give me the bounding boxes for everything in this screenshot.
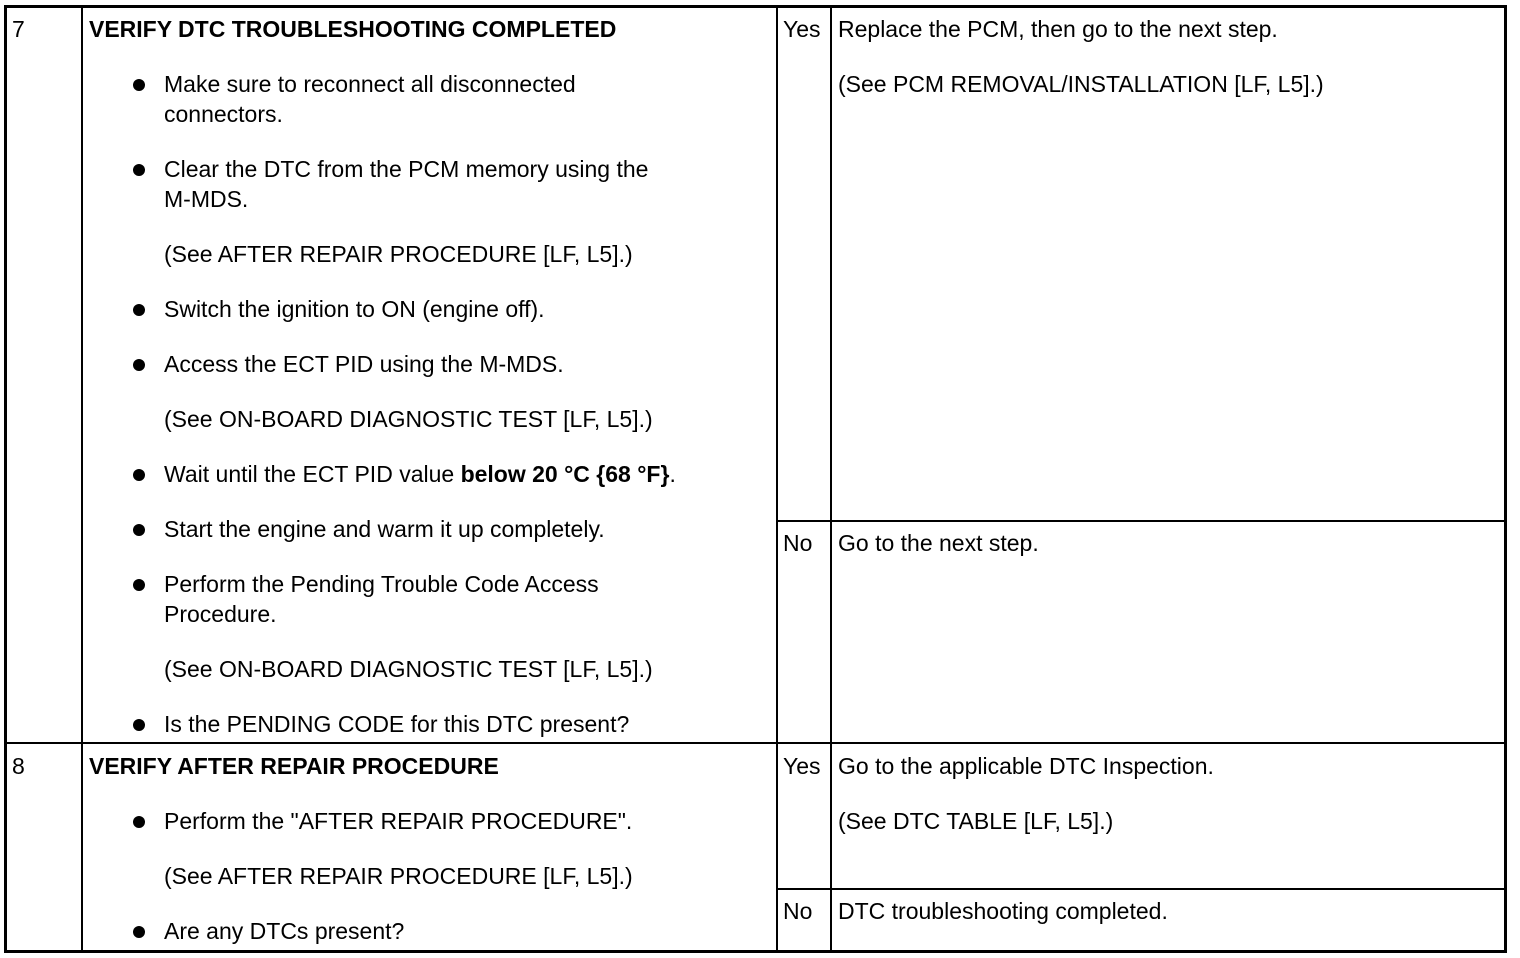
reference-note: (See ON-BOARD DIAGNOSTIC TEST [LF, L5].): [164, 656, 653, 682]
step-item: Access the ECT PID using the M-MDS.: [164, 351, 564, 377]
answer-no: No: [783, 898, 813, 924]
bullet-icon: [133, 304, 145, 316]
step-number: 7: [12, 16, 25, 42]
step-item: Start the engine and warm it up completely.: [164, 516, 605, 542]
divider-action-col: [830, 5, 832, 953]
step-item-text: Wait until the ECT PID value: [164, 461, 461, 487]
bullet-icon: [133, 524, 145, 536]
step-number: 8: [12, 753, 25, 779]
reference-note: (See ON-BOARD DIAGNOSTIC TEST [LF, L5].): [164, 406, 653, 432]
step-item: Perform the "AFTER REPAIR PROCEDURE".: [164, 808, 633, 834]
reference-note: (See AFTER REPAIR PROCEDURE [LF, L5].): [164, 241, 633, 267]
bullet-icon: [133, 359, 145, 371]
step-item: Clear the DTC from the PCM memory using the: [164, 156, 649, 182]
reference-note: (See AFTER REPAIR PROCEDURE [LF, L5].): [164, 863, 633, 889]
bullet-icon: [133, 469, 145, 481]
answer-no: No: [783, 530, 813, 556]
divider-step-col: [81, 5, 83, 953]
bullet-icon: [133, 79, 145, 91]
step-item-text: .: [669, 461, 676, 487]
step-item: Make sure to reconnect all disconnected: [164, 71, 576, 97]
divider-answer-col: [776, 5, 778, 953]
bullet-icon: [133, 816, 145, 828]
action-yes: Go to the applicable DTC Inspection.: [838, 753, 1214, 779]
step-item: M-MDS.: [164, 186, 249, 212]
step-item: Procedure.: [164, 601, 277, 627]
divider-row7-yes-no: [776, 520, 1507, 522]
bullet-icon: [133, 579, 145, 591]
bullet-icon: [133, 719, 145, 731]
step-item: Perform the Pending Trouble Code Access: [164, 571, 599, 597]
step-item: [164, 459, 676, 489]
reference-note: (See DTC TABLE [LF, L5].): [838, 808, 1114, 834]
divider-row8-yes-no: [776, 888, 1507, 890]
step-item: connectors.: [164, 101, 283, 127]
step-title: VERIFY AFTER REPAIR PROCEDURE: [89, 753, 499, 779]
divider-row-7-8: [4, 742, 1507, 744]
action-no: Go to the next step.: [838, 530, 1039, 556]
answer-yes: Yes: [783, 16, 821, 42]
action-no: DTC troubleshooting completed.: [838, 898, 1168, 924]
step-item: Are any DTCs present?: [164, 918, 405, 944]
step-title: VERIFY DTC TROUBLESHOOTING COMPLETED: [89, 16, 617, 42]
temperature-threshold: below 20 °C {68 °F}: [460, 461, 670, 487]
step-item: Is the PENDING CODE for this DTC present?: [164, 711, 630, 737]
answer-yes: Yes: [783, 753, 821, 779]
bullet-icon: [133, 926, 145, 938]
action-yes: Replace the PCM, then go to the next step.: [838, 16, 1278, 42]
bullet-icon: [133, 164, 145, 176]
reference-note: (See PCM REMOVAL/INSTALLATION [LF, L5].): [838, 71, 1324, 97]
step-item: Switch the ignition to ON (engine off).: [164, 296, 545, 322]
